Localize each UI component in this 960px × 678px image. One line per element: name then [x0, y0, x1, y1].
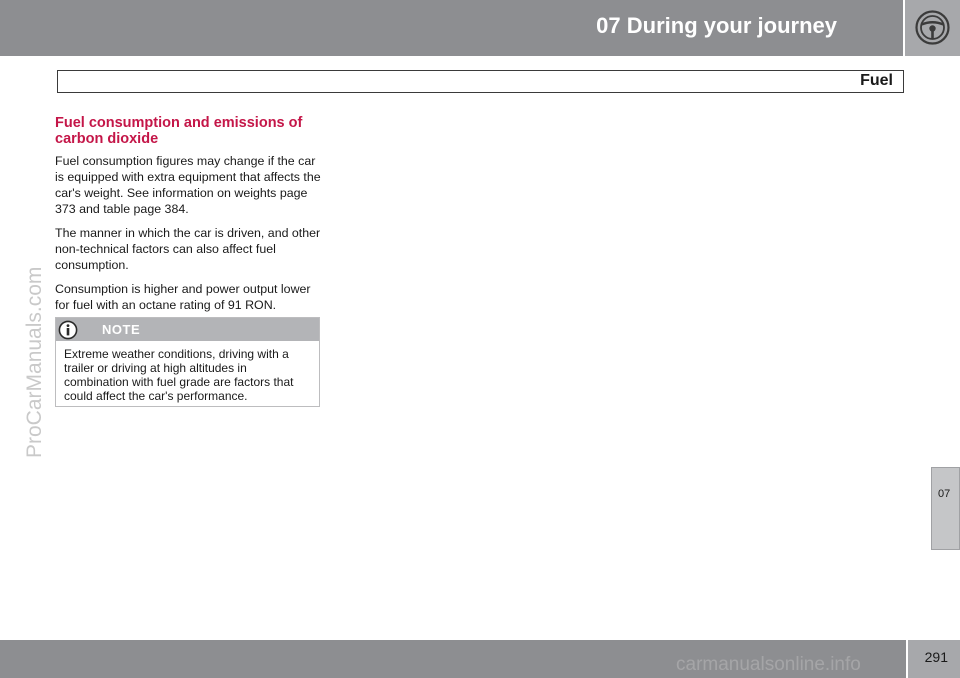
info-icon — [58, 320, 78, 340]
section-label: Fuel — [860, 72, 893, 89]
section-bar — [57, 70, 904, 93]
paragraph: Consumption is higher and power output lower for fuel with an octane rating of 91 RON. — [55, 282, 311, 312]
note-label: NOTE — [102, 322, 141, 337]
side-watermark: ProCarManuals.com — [23, 266, 46, 458]
side-tab-label: 07 — [938, 488, 951, 500]
chapter-title: 07 During your journey — [596, 13, 837, 38]
paragraph: The manner in which the car is driven, and other non-technical factors can also affect fuel consumption. — [55, 226, 321, 272]
note-header — [56, 318, 319, 341]
page-number: 291 — [924, 649, 948, 665]
note-box — [55, 317, 320, 407]
bottom-watermark: carmanualsonline.info — [676, 654, 861, 675]
paragraph: Fuel consumption figures may change if the car is equipped with extra equipment that affects the car's weight. See information on weights page 373 and table page 384. — [55, 154, 321, 216]
chapter-side-tab — [931, 467, 960, 550]
main-content — [55, 115, 322, 321]
steering-wheel-icon — [914, 9, 951, 46]
chapter-icon-box — [905, 0, 960, 56]
page-number-box — [908, 640, 960, 678]
header-band — [0, 0, 903, 56]
section-heading: Fuel consumption and emissions of carbon dioxide — [55, 115, 303, 147]
note-text: Extreme weather conditions, driving with a trailer or driving at high altitudes in combination with fuel grade are factors that could affect the car's performance. — [64, 347, 294, 403]
